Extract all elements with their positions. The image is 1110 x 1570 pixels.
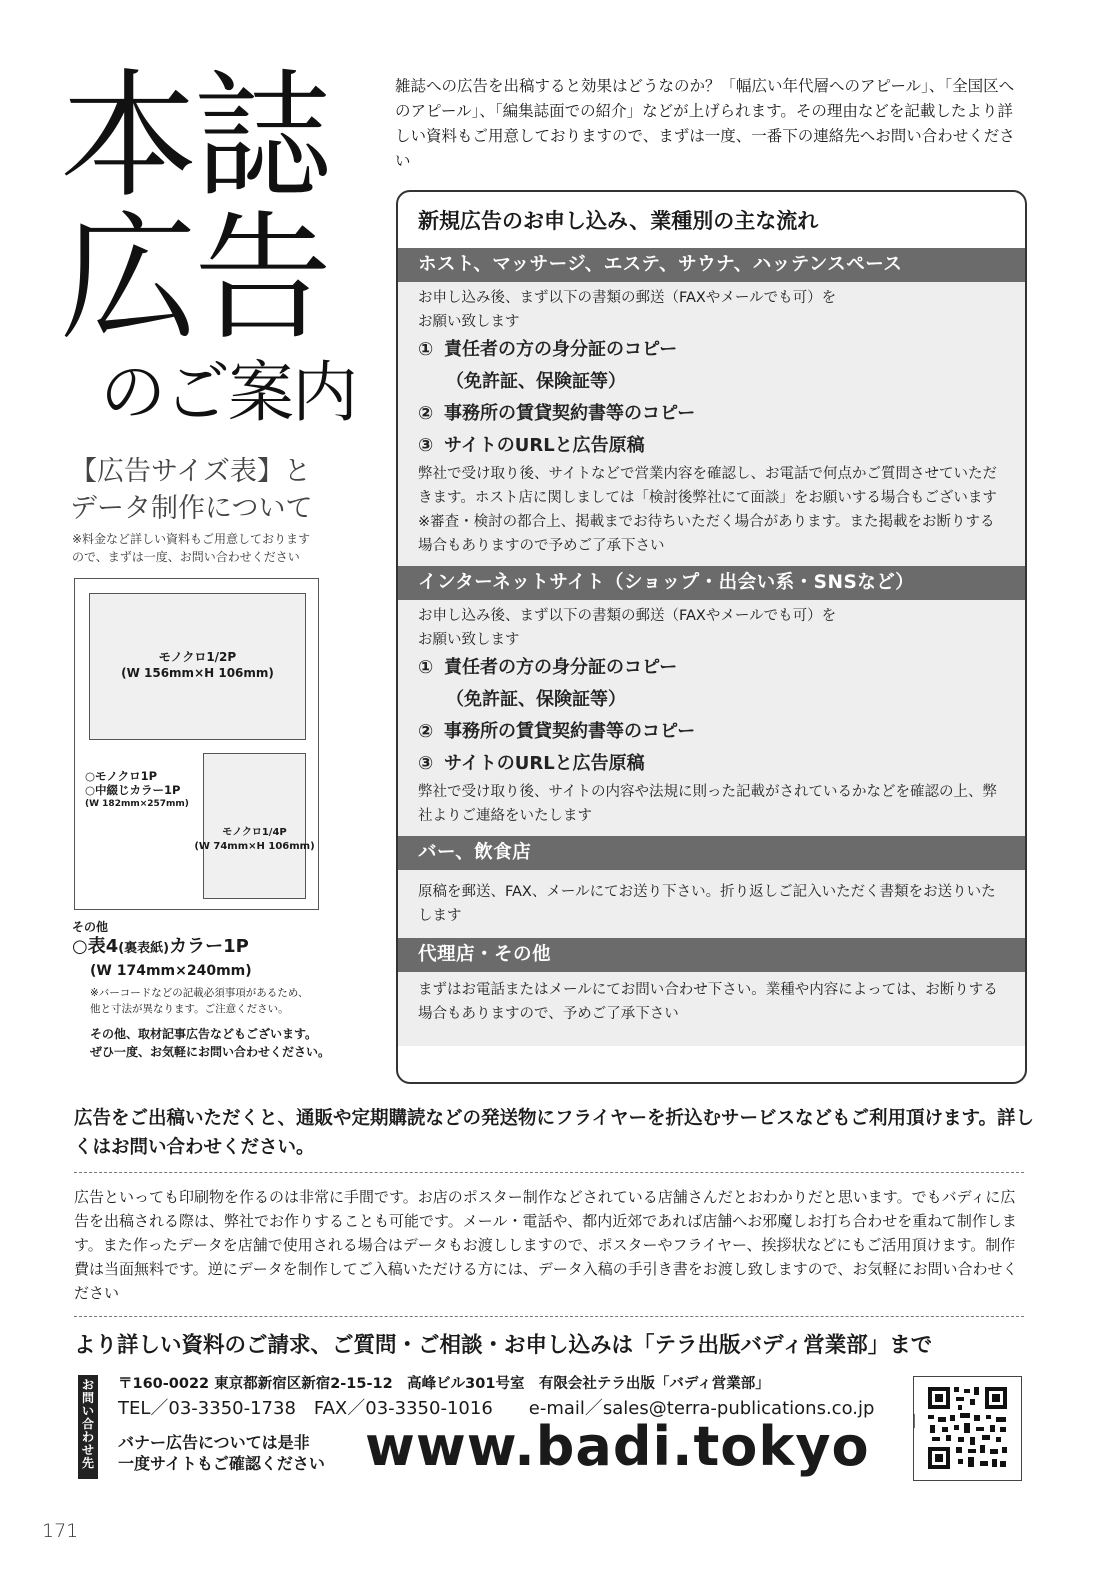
step-1 bbox=[418, 652, 1005, 684]
divider bbox=[74, 1172, 1024, 1173]
other-title: その他 bbox=[72, 920, 109, 934]
size-note-line-2: ので、まずは一度、お問い合わせください bbox=[72, 550, 300, 564]
back-cover-a: ○表4 bbox=[72, 936, 119, 957]
quarter-page-name: モノクロ1/4P bbox=[222, 827, 287, 838]
section-host-header: ホスト、マッサージ、エステ、サウナ、ハッテンスペース bbox=[398, 248, 1025, 282]
data-production-text: 広告といっても印刷物を作るのは非常に手間です。お店のポスター制作などされている店舗さんだとおわかりだと思います。でもバディに広告を出稿される際は、弊社でお作りすることも可能です。メール・電話や、都内近郊であれば店舗へお邪魔しお打ち合わせを重ねて制作します。また作ったデータを店舗で使用される場合はデータもお渡ししますので、ポスターやフライヤー、挨拶状などにもご活用頂けます。制作費は当面無料です。逆にデータを制作してご入稿いただける方には、データ入稿の手引き書をお渡し致しますので、お気軽にお問い合わせください bbox=[74, 1188, 1018, 1302]
banner-note-2: 一度サイトもご確認ください bbox=[118, 1454, 325, 1473]
section-bar-body: 原稿を郵送、FAX、メールにてお送り下さい。折り返しご記入いただく書類をお送りいたします bbox=[398, 870, 1025, 938]
back-cover-note-2: 他と寸法が異なります。ご注意ください。 bbox=[90, 1003, 289, 1015]
flyer-service-text: 広告をご出稿いただくと、通販や定期購読などの発送物にフライヤーを折込むサービスなどもご利用頂けます。詳しくはお問い合わせください。 bbox=[74, 1108, 1034, 1158]
section-bar-header: バー、飲食店 bbox=[398, 836, 1025, 870]
step-number: ① bbox=[418, 657, 434, 678]
step-label: サイトのURLと広告原稿 bbox=[444, 753, 645, 774]
section-internet-intro-1: お申し込み後、まず以下の書類の郵送（FAXやメールでも可）を bbox=[418, 608, 837, 624]
subtitle-line-1: 【広告サイズ表】と bbox=[70, 456, 311, 487]
half-page-box bbox=[89, 593, 306, 740]
section-host-intro-1: お申し込み後、まず以下の書類の郵送（FAXやメールでも可）を bbox=[418, 290, 837, 306]
title-line-3: のご案内 bbox=[100, 354, 356, 431]
other-note-2: ぜひ一度、お気軽にお問い合わせください。 bbox=[90, 1045, 331, 1059]
website-url-link[interactable]: www.badi.tokyo bbox=[365, 1415, 870, 1478]
divider bbox=[74, 1316, 1024, 1317]
quarter-page-box bbox=[194, 753, 315, 899]
quarter-page-label bbox=[190, 826, 319, 854]
back-cover-size: (W 174mm×240mm) bbox=[90, 963, 252, 979]
intro-text: 雑誌への広告を出稿すると効果はどうなのか？「幅広い年代層へのアピール」、「全国区へのアピール」、「編集誌面での紹介」などが上げられます。その理由などを記載したより詳しい資料もご用意しておりますので、まずは一度、一番下の連絡先へお問い合わせください bbox=[395, 77, 1015, 170]
section-host-text: 弊社で受け取り後、サイトなどで営業内容を確認し、お電話で何点かご質問させていただきます。ホスト店に関しましては「検討後弊社にて面談」をお願いする場合もございます bbox=[418, 466, 997, 506]
back-cover-b: (裏表紙) bbox=[118, 941, 170, 956]
size-note-line-1: ※料金など詳しい資料もご用意しております bbox=[72, 532, 311, 546]
half-page-name: モノクロ1/2P bbox=[158, 650, 237, 664]
step-number: ③ bbox=[418, 753, 434, 774]
step-number: ② bbox=[418, 403, 434, 424]
title-line-1: 本誌 bbox=[60, 56, 329, 217]
other-note-1: その他、取材記事広告などもございます。 bbox=[90, 1027, 318, 1041]
other-ads bbox=[72, 918, 372, 1061]
step-label: 事務所の賃貸契約書等のコピー bbox=[444, 721, 696, 742]
step-label: サイトのURLと広告原稿 bbox=[444, 435, 645, 456]
quarter-page-size: (W 74mm×H 106mm) bbox=[194, 841, 315, 852]
step-label: 事務所の賃貸契約書等のコピー bbox=[444, 403, 696, 424]
back-cover-note bbox=[72, 985, 372, 1017]
half-page-label bbox=[90, 649, 305, 681]
step-2 bbox=[418, 716, 1005, 748]
step-3 bbox=[418, 430, 1005, 462]
back-cover-label bbox=[72, 935, 372, 961]
step-number: ① bbox=[418, 339, 434, 360]
step-1 bbox=[418, 334, 1005, 366]
section-internet-body bbox=[398, 600, 1025, 836]
page-number: 171 bbox=[42, 1520, 79, 1542]
full-page-size: (W 182mm×257mm) bbox=[85, 799, 189, 809]
back-cover-c: カラー1P bbox=[169, 936, 249, 957]
full-page-mono: ○モノクロ1P bbox=[85, 769, 158, 783]
section-host-note: ※審査・検討の都合上、掲載までお待ちいただく場合があります。また掲載をお断りする場合もありますので予めご了承下さい bbox=[418, 514, 995, 554]
step-label: 責任者の方の身分証のコピー bbox=[444, 339, 678, 360]
contact-address: 〒160-0022 東京都新宿区新宿2-15-12 高峰ビル301号室 有限会社テラ出版「バディ営業部」 bbox=[118, 1376, 770, 1392]
step-number: ③ bbox=[418, 435, 434, 456]
other-note bbox=[72, 1025, 372, 1061]
title-line-2: 広告 bbox=[60, 198, 329, 359]
subtitle-line-2: データ制作について bbox=[70, 493, 313, 524]
subtitle bbox=[70, 453, 312, 527]
step-1-detail: （免許証、保険証等） bbox=[446, 371, 626, 392]
banner-note bbox=[118, 1432, 325, 1474]
step-1-detail: （免許証、保険証等） bbox=[446, 689, 626, 710]
section-internet-intro-2: お願い致します bbox=[418, 632, 520, 648]
banner-note-1: バナー広告については是非 bbox=[118, 1433, 310, 1452]
step-2 bbox=[418, 398, 1005, 430]
section-host-intro-2: お願い致します bbox=[418, 314, 520, 330]
ad-size-diagram bbox=[74, 578, 319, 910]
full-page-label bbox=[85, 769, 189, 811]
section-agency-body: まずはお電話またはメールにてお問い合わせ下さい。業種や内容によっては、お断りする場合もありますので、予めご了承下さい bbox=[398, 972, 1025, 1046]
section-agency-header: 代理店・その他 bbox=[398, 938, 1025, 972]
section-internet-text: 弊社で受け取り後、サイトの内容や法規に則った記載がされているかなどを確認の上、弊社よりご連絡をいたします bbox=[418, 784, 997, 824]
step-label: 責任者の方の身分証のコピー bbox=[444, 657, 678, 678]
half-page-size: (W 156mm×H 106mm) bbox=[121, 666, 274, 680]
back-cover-note-1: ※バーコードなどの記載必須事項があるため、 bbox=[90, 987, 309, 999]
section-internet-header: インターネットサイト（ショップ・出会い系・SNSなど） bbox=[398, 566, 1025, 600]
full-page-color: ○中綴じカラー1P bbox=[85, 783, 181, 797]
contact-label: お問い合わせ先 bbox=[78, 1375, 98, 1479]
application-flow-box bbox=[396, 190, 1027, 1084]
flow-title: 新規広告のお申し込み、業種別の主な流れ bbox=[418, 209, 819, 233]
step-number: ② bbox=[418, 721, 434, 742]
size-note bbox=[72, 530, 310, 566]
step-3 bbox=[418, 748, 1005, 780]
contact-heading: より詳しい資料のご請求、ご質問・ご相談・お申し込みは「テラ出版バディ営業部」まで bbox=[74, 1333, 933, 1358]
qr-code-icon[interactable] bbox=[913, 1376, 1022, 1481]
contact-tel-fax-email[interactable]: TEL／03-3350-1738 FAX／03-3350-1016 e-mail／sales@terra-publications.co.jp bbox=[118, 1398, 875, 1419]
qr-code-graphic bbox=[914, 1377, 1021, 1480]
section-host-body bbox=[398, 282, 1025, 566]
